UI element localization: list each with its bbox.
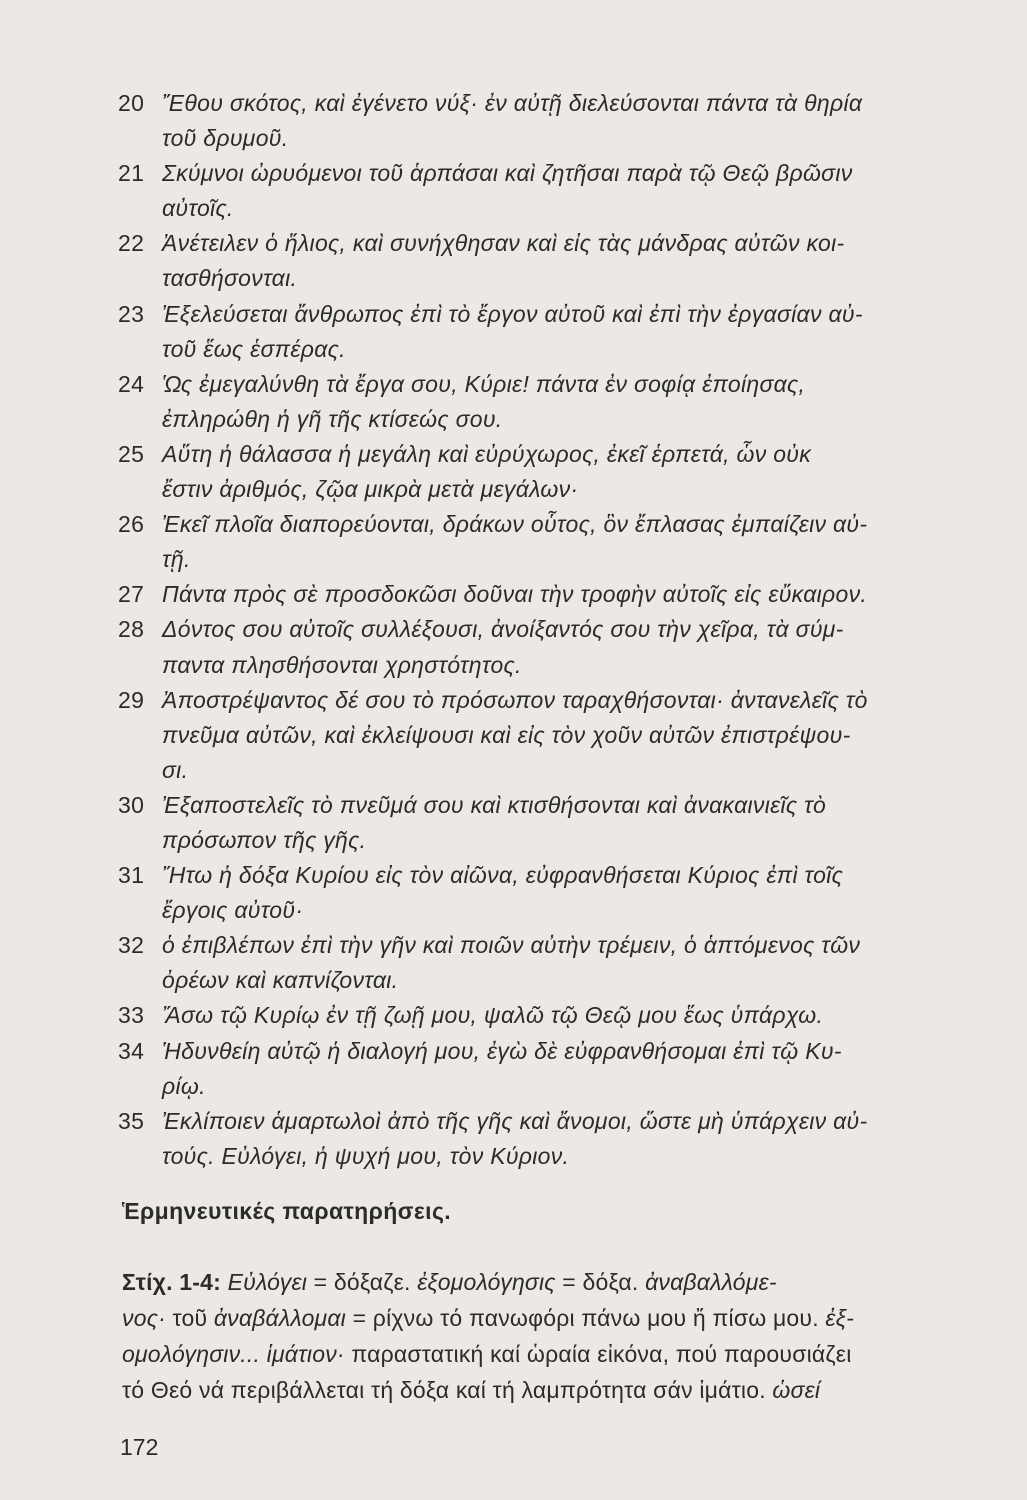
section-heading: Ἑρμηνευτικές παρατηρήσεις. (122, 1198, 452, 1224)
verse-text: Ἐκλίποιεν ἁμαρτωλοὶ ἀπὸ τῆς γῆς καὶ ἄνομοι, ὥστε μὴ ὑπάρχειν αὐ- τούς. Εὐλόγει, ἡ ψυχή μου, τὸν Κύριον. (162, 1107, 868, 1169)
term: ἀναβάλλομαι (213, 1305, 346, 1331)
commentary-line (122, 1300, 1000, 1336)
term: νος· (122, 1305, 166, 1331)
verse-text: ὁ ἐπιβλέπων ἐπὶ τὴν γῆν καὶ ποιῶν αὐτὴν τρέμειν, ὁ ἁπτόμενος τῶν ὀρέων καὶ καπνίζονται. (162, 932, 861, 994)
verse-number: 25 (118, 440, 145, 467)
verse (118, 577, 998, 612)
definition: = δόξα. (555, 1269, 646, 1295)
verse-number: 31 (118, 862, 145, 889)
verse-number: 24 (118, 370, 145, 397)
definition: τοῦ (165, 1305, 214, 1331)
verse-text: Ἐξελεύσεται ἄνθρωπος ἐπὶ τὸ ἔργον αὐτοῦ καὶ ἐπὶ τὴν ἐργασίαν αὐ- τοῦ ἕως ἑσπέρας. (162, 300, 863, 362)
verse (118, 788, 998, 858)
definition: = ρίχνω τό πανωφόρι πάνω μου ἤ πίσω μου. (346, 1305, 826, 1331)
verse-text: Αὕτη ἡ θάλασσα ἡ μεγάλη καὶ εὐρύχωρος, ἐκεῖ ἑρπετά, ὧν οὐκ ἔστιν ἀριθμός, ζῷα μικρὰ μετὰ μεγάλων· (162, 440, 812, 503)
definition: = δόξαζε. (307, 1269, 418, 1295)
verse-text: Ἐκεῖ πλοῖα διαπορεύονται, δράκων οὗτος, ὃν ἔπλασας ἐμπαίζειν αὐ- τῇ. (162, 511, 868, 573)
verse (118, 683, 998, 788)
verse-text: Σκύμνοι ὠρυόμενοι τοῦ ἁρπάσαι καὶ ζητῆσαι παρὰ τῷ Θεῷ βρῶσιν αὐτοῖς. (162, 160, 853, 222)
verse (118, 156, 998, 226)
verse-number: 27 (118, 581, 145, 608)
verse-number: 20 (118, 90, 145, 116)
commentary-line (122, 1336, 1000, 1372)
verse-text: Δόντος σου αὐτοῖς συλλέξουσι, ἀνοίξαντός σου τὴν χεῖρα, τὰ σύμ- παντα πλησθήσονται χρηστότητος. (162, 616, 844, 678)
psalm-verses (118, 86, 998, 1174)
verse-text: Ἔθου σκότος, καὶ ἐγένετο νύξ· ἐν αὐτῇ διελεύσονται πάντα τὰ θηρία τοῦ δρυμοῦ. (162, 90, 863, 152)
verse-reference-label: Στίχ. 1-4: (122, 1269, 221, 1295)
verse-number: 21 (118, 160, 145, 187)
verse-text: Ἤτω ἡ δόξα Κυρίου εἰς τὸν αἰῶνα, εὐφρανθήσεται Κύριος ἐπὶ τοῖς ἔργοις αὐτοῦ· (162, 862, 844, 924)
verse-text: Πάντα πρὸς σὲ προσδοκῶσι δοῦναι τὴν τροφὴν αὐτοῖς εἰς εὔκαιρον. (162, 581, 868, 608)
verse (118, 507, 998, 577)
verse-text: Ἀνέτειλεν ὁ ἥλιος, καὶ συνήχθησαν καὶ εἰς τὰς μάνδρας αὐτῶν κοι- τασθήσονται. (162, 230, 845, 292)
term: Εὐλόγει (221, 1269, 308, 1295)
verse-text: Ἄσω τῷ Κυρίῳ ἐν τῇ ζωῇ μου, ψαλῶ τῷ Θεῷ μου ἕως ὑπάρχω. (162, 1002, 824, 1029)
verse-text: Ἡδυνθείη αὐτῷ ἡ διαλογή μου, ἐγὼ δὲ εὐφρανθήσομαι ἐπὶ τῷ Κυ- ρίῳ. (162, 1037, 842, 1099)
verse (118, 928, 998, 998)
verse-number: 28 (118, 616, 145, 643)
verse (118, 226, 998, 296)
verse-number: 22 (118, 230, 145, 257)
verse (118, 367, 998, 437)
page-number: 172 (120, 1434, 159, 1460)
term: ἐξ- (825, 1305, 855, 1331)
commentary (122, 1264, 1000, 1408)
verse (118, 437, 998, 507)
commentary-line (122, 1264, 1000, 1300)
definition: τό Θεό νά περιβάλλεται τή δόξα καί τή λαμπρότητα σάν ἱμάτιο. (122, 1377, 773, 1403)
verse (118, 1104, 998, 1174)
verse (118, 297, 998, 367)
verse-number: 26 (118, 511, 145, 538)
verse-text: Ὡς ἐμεγαλύνθη τὰ ἔργα σου, Κύριε! πάντα ἐν σοφίᾳ ἐποίησας, ἐπληρώθη ἡ γῆ τῆς κτίσεώς σου. (162, 370, 806, 432)
verse-number: 34 (118, 1037, 145, 1064)
verse-number: 29 (118, 686, 145, 713)
term: ἀναβαλλόμε- (645, 1269, 777, 1295)
verse-number: 23 (118, 300, 145, 327)
verse (118, 612, 998, 682)
verse-number: 33 (118, 1002, 145, 1029)
verse-number: 32 (118, 932, 145, 959)
commentary-line (122, 1372, 1000, 1408)
verse-text: Ἐξαποστελεῖς τὸ πνεῦμά σου καὶ κτισθήσονται καὶ ἀνακαινιεῖς τὸ πρόσωπον τῆς γῆς. (162, 791, 827, 853)
verse (118, 998, 998, 1033)
verse-text: Ἀποστρέψαντος δέ σου τὸ πρόσωπον ταραχθήσονται· ἀντανελεῖς τὸ πνεῦμα αὐτῶν, καὶ ἐκλείψουσι καὶ εἰς τὸν χοῦν αὐτῶν ἐπιστρέψου- σι. (162, 686, 868, 783)
verse-number: 30 (118, 791, 145, 818)
term: ὡσεί (772, 1377, 821, 1403)
verse-number: 35 (118, 1107, 145, 1134)
term: ἐξομολόγησις (417, 1269, 556, 1295)
term: ομολόγησιν... ἱμάτιον· (122, 1341, 345, 1367)
verse (118, 1034, 998, 1104)
definition: παραστατική καί ὡραία εἰκόνα, πού παρουσιάζει (344, 1341, 852, 1367)
verse (118, 86, 998, 156)
verse (118, 858, 998, 928)
